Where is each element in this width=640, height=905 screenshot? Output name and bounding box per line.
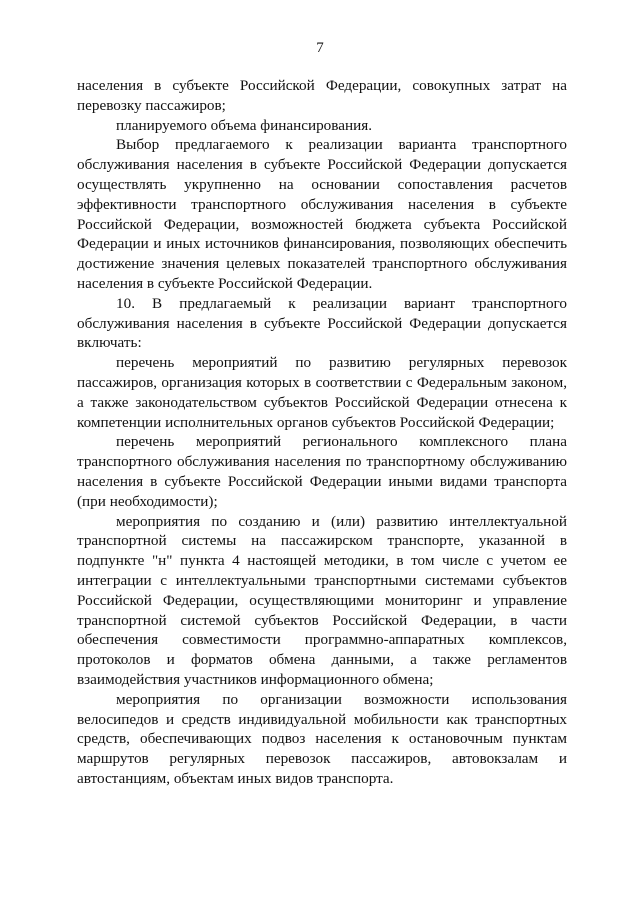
paragraph: перечень мероприятий по развитию регулярных перевозок пассажиров, организация которых в соответствии с Федеральным законом, а также законодательством субъектов Российской Федерации отнесена к компетенции исполнительных органов субъектов Российской Федерации;	[77, 354, 567, 431]
page-number: 7	[316, 40, 324, 56]
paragraph: населения в субъекте Российской Федерации, совокупных затрат на перевозку пассажиров;	[77, 77, 567, 114]
paragraph: перечень мероприятий регионального комплексного плана транспортного обслуживания населения по транспортному обслуживанию населения в субъекте Российской Федерации иными видами транспорта (при необходимости);	[77, 433, 567, 510]
paragraph: Выбор предлагаемого к реализации варианта транспортного обслуживания населения в субъекте Российской Федерации допускается осуществлять укрупненно на основании сопоставления расчетов эффективности транспортного обслуживания населения в субъекте Российской Федерации, возможностей бюджета субъекта Российской Федерации и иных источников финансирования, позволяющих обеспечить достижение значения целевых показателей транспортного обслуживания населения в субъекте Российской Федерации.	[77, 136, 567, 292]
paragraph: планируемого объема финансирования.	[116, 116, 373, 134]
paragraph: мероприятия по организации возможности использования велосипедов и средств индивидуальной мобильности как транспортных средств, обеспечивающих подвоз населения к остановочным пунктам маршрутов регулярных перевозок пассажиров, автовокзалам и автостанциям, объектам иных видов транспорта.	[77, 690, 567, 787]
paragraph: мероприятия по созданию и (или) развитию интеллектуальной транспортной системы на пассажирском транспорте, указанной в подпункте "н" пункта 4 настоящей методики, в том числе с учетом ее интеграции с интеллектуальными транспортными системами субъектов Российской Федерации, осуществляющими мониторинг и управление транспортной системой субъектов Российской Федерации, в части обеспечения совместимости программно-аппаратных комплексов, протоколов и форматов обмена данными, а также регламентов взаимодействия участников информационного обмена;	[77, 512, 567, 688]
body-text	[77, 76, 567, 789]
paragraph: 10. В предлагаемый к реализации вариант транспортного обслуживания населения в субъекте Российской Федерации допускается включать:	[77, 294, 567, 352]
